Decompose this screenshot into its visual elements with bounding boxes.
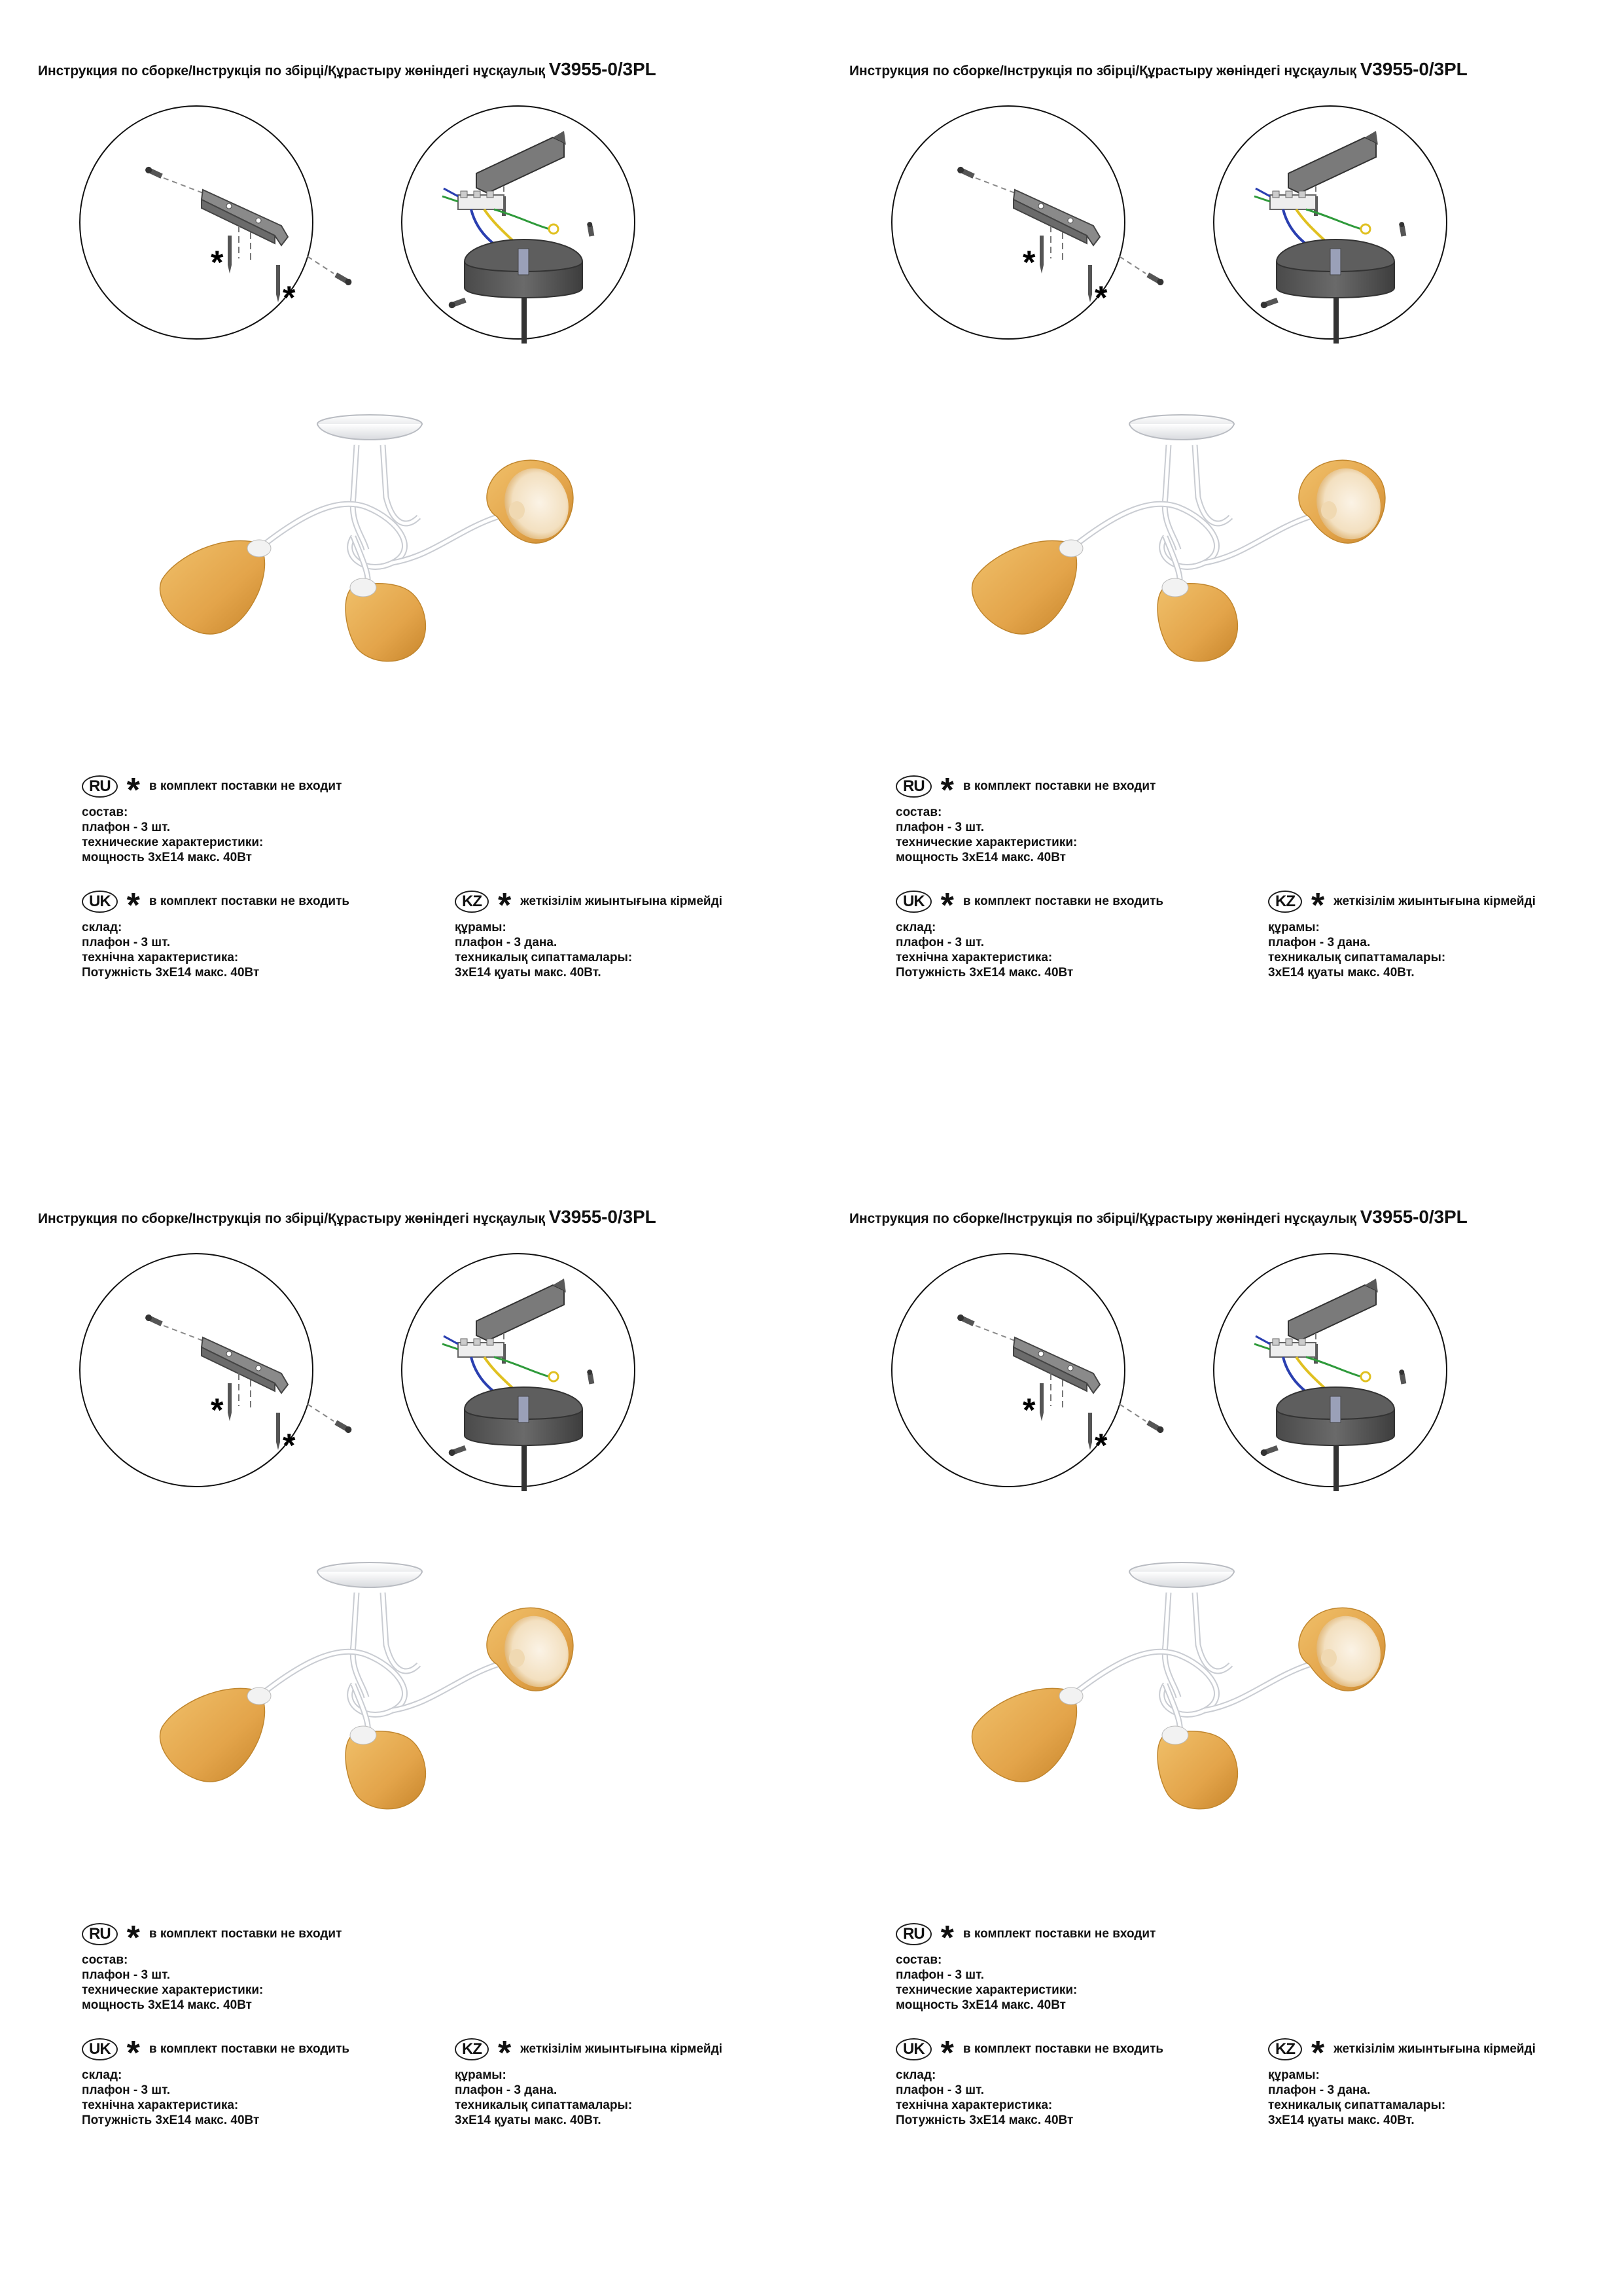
ru-specs: состав: плафон - 3 шт. технические характеристики: мощность 3хЕ14 макс. 40Вт — [896, 805, 1078, 864]
instruction-sheet-bottom-right — [812, 1148, 1624, 2295]
kz-section — [1268, 2036, 1536, 2128]
model-number: V3955-0/3PL — [1360, 59, 1468, 79]
asterisk-icon: * — [940, 887, 954, 925]
ru-note: в комплект поставки не входит — [149, 779, 342, 793]
ru-note: в комплект поставки не входит — [962, 1927, 1156, 1941]
assembly-figures — [812, 1148, 1624, 1867]
ru-section — [896, 1921, 1156, 2013]
uk-section — [82, 889, 349, 980]
asterisk-icon: * — [940, 1919, 954, 1957]
assembly-figures — [812, 0, 1624, 720]
sheet-title: Инструкция по сборке/Інструкція по збірці/Құрастыру жөніндегі нұсқаулық V3955-0/3PL — [849, 59, 1468, 79]
model-number: V3955-0/3PL — [548, 59, 656, 79]
uk-badge: UK — [82, 2038, 118, 2060]
kz-note: жеткізілім жиынтығына кірмейді — [520, 894, 722, 908]
asterisk-icon: * — [126, 2034, 140, 2072]
ru-section — [896, 773, 1156, 865]
assembly-figures — [0, 0, 812, 720]
kz-specs: құрамы: плафон - 3 дана. техникалық сипаттамалары: 3хЕ14 қуаты макс. 40Вт. — [1268, 921, 1446, 980]
kz-specs: құрамы: плафон - 3 дана. техникалық сипаттамалары: 3хЕ14 қуаты макс. 40Вт. — [1268, 2068, 1446, 2127]
uk-note: в комплект поставки не входить — [962, 894, 1164, 908]
instruction-sheet-top-left — [0, 0, 812, 1148]
kz-badge: KZ — [455, 2038, 489, 2060]
sheet-title: Инструкция по сборке/Інструкція по збірці/Құрастыру жөніндегі нұсқаулық V3955-0/3PL — [38, 59, 656, 79]
sheet-title: Инструкция по сборке/Інструкція по збірці/Құрастыру жөніндегі нұсқаулық V3955-0/3PL — [38, 1207, 656, 1227]
ru-specs: состав: плафон - 3 шт. технические характеристики: мощность 3хЕ14 макс. 40Вт — [896, 1953, 1078, 2012]
asterisk-icon: * — [126, 887, 140, 925]
uk-specs: склад: плафон - 3 шт. технічна характеристика: Потужність 3хЕ14 макс. 40Вт — [82, 921, 260, 980]
uk-badge: UK — [896, 2038, 932, 2060]
kz-specs: құрамы: плафон - 3 дана. техникалық сипаттамалары: 3хЕ14 қуаты макс. 40Вт. — [455, 921, 633, 980]
asterisk-icon: * — [126, 771, 140, 809]
kz-section — [1268, 889, 1536, 980]
ru-specs: состав: плафон - 3 шт. технические характеристики: мощность 3хЕ14 макс. 40Вт — [82, 805, 264, 864]
kz-badge: KZ — [1268, 891, 1302, 913]
kz-specs: құрамы: плафон - 3 дана. техникалық сипаттамалары: 3хЕ14 қуаты макс. 40Вт. — [455, 2068, 633, 2127]
model-number: V3955-0/3PL — [548, 1207, 656, 1227]
kz-badge: KZ — [455, 891, 489, 913]
asterisk-icon: * — [126, 1919, 140, 1957]
ru-badge: RU — [896, 1923, 932, 1945]
instruction-sheet-bottom-left — [0, 1148, 812, 2295]
uk-note: в комплект поставки не входить — [149, 894, 350, 908]
ru-note: в комплект поставки не входит — [149, 1927, 342, 1941]
uk-note: в комплект поставки не входить — [962, 2042, 1164, 2056]
uk-badge: UK — [82, 891, 118, 913]
ru-badge: RU — [82, 1923, 118, 1945]
uk-section — [82, 2036, 349, 2128]
kz-note: жеткізілім жиынтығына кірмейді — [1333, 894, 1536, 908]
uk-section — [896, 889, 1163, 980]
asterisk-icon: * — [940, 771, 954, 809]
uk-note: в комплект поставки не входить — [149, 2042, 350, 2056]
uk-specs: склад: плафон - 3 шт. технічна характеристика: Потужність 3хЕ14 макс. 40Вт — [82, 2068, 260, 2127]
asterisk-icon: * — [940, 2034, 954, 2072]
ru-section — [82, 1921, 342, 2013]
asterisk-icon: * — [1311, 887, 1325, 925]
uk-section — [896, 2036, 1163, 2128]
kz-section — [455, 889, 722, 980]
instruction-sheet-top-right — [812, 0, 1624, 1148]
uk-specs: склад: плафон - 3 шт. технічна характеристика: Потужність 3хЕ14 макс. 40Вт — [896, 921, 1074, 980]
sheet-title: Инструкция по сборке/Інструкція по збірці/Құрастыру жөніндегі нұсқаулық V3955-0/3PL — [849, 1207, 1468, 1227]
ru-badge: RU — [82, 775, 118, 798]
ru-note: в комплект поставки не входит — [962, 779, 1156, 793]
assembly-figures — [0, 1148, 812, 1867]
asterisk-icon: * — [498, 2034, 512, 2072]
ru-specs: состав: плафон - 3 шт. технические характеристики: мощность 3хЕ14 макс. 40Вт — [82, 1953, 264, 2012]
asterisk-icon: * — [1311, 2034, 1325, 2072]
kz-note: жеткізілім жиынтығына кірмейді — [520, 2042, 722, 2056]
kz-section — [455, 2036, 722, 2128]
kz-note: жеткізілім жиынтығына кірмейді — [1333, 2042, 1536, 2056]
ru-badge: RU — [896, 775, 932, 798]
uk-specs: склад: плафон - 3 шт. технічна характеристика: Потужність 3хЕ14 макс. 40Вт — [896, 2068, 1074, 2127]
kz-badge: KZ — [1268, 2038, 1302, 2060]
uk-badge: UK — [896, 891, 932, 913]
ru-section — [82, 773, 342, 865]
model-number: V3955-0/3PL — [1360, 1207, 1468, 1227]
asterisk-icon: * — [498, 887, 512, 925]
